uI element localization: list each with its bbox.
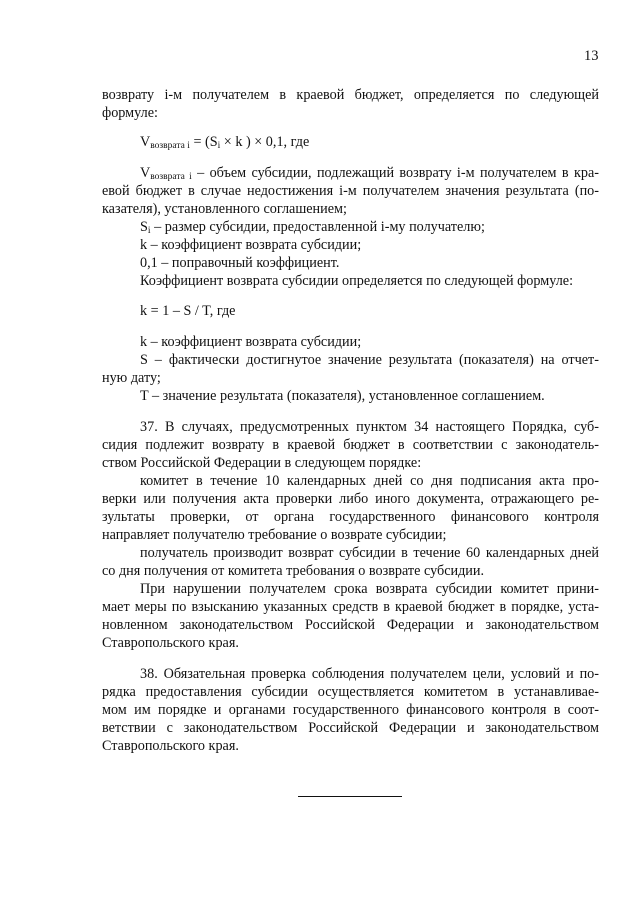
paragraph-37-line: 37. В случаях, предусмотренных пунктом 34 настоящего Порядка, суб- xyxy=(140,419,599,435)
paragraph-line: возврату i-м получателем в краевой бюджет, определяется по следующей xyxy=(102,87,599,103)
definition-s-line xyxy=(140,218,485,236)
paragraph-37-line: новленном законодательством Российской Федерации и законодательством xyxy=(102,617,599,633)
paragraph-37-line: мает меры по взысканию указанных средств в краевой бюджет в порядке, уста- xyxy=(102,599,599,615)
paragraph-38-line: ветствии с законодательством Российской Федерации и законодательством xyxy=(102,720,599,736)
paragraph-37-line: верки или получения акта проверки либо иного документа, отражающего ре- xyxy=(102,491,599,507)
definition-coefficient-line: 0,1 – поправочный коэффициент. xyxy=(140,255,340,271)
page-number: 13 xyxy=(584,48,599,64)
formula-k: k = 1 – S / T, где xyxy=(140,303,236,319)
paragraph-37-line: комитет в течение 10 календарных дней со дня подписания акта про- xyxy=(140,473,599,489)
paragraph-37-line: получатель производит возврат субсидии в течение 60 календарных дней xyxy=(140,545,599,561)
def-symbol-v: V xyxy=(140,165,151,181)
paragraph-37-line: При нарушении получателем срока возврата субсидии комитет прини- xyxy=(140,581,599,597)
paragraph-37-line: ством Российской Федерации в следующем порядке: xyxy=(102,455,422,471)
formula-symbol-v: V xyxy=(140,134,151,150)
paragraph-38-line: рядка предоставления субсидии осуществляется комитетом в устанавливае- xyxy=(102,684,599,700)
def-subscript-v: возврата i xyxy=(150,172,192,182)
formula-subscript-s: i xyxy=(217,141,221,151)
def-symbol-s: S xyxy=(140,219,148,235)
definition-t-line: T – значение результата (показателя), установленное соглашением. xyxy=(140,388,545,404)
paragraph-37-line: направляет получателю требование о возврате субсидии; xyxy=(102,527,447,543)
paragraph-37-line: со дня получения от комитета требования о возврате субсидии. xyxy=(102,563,485,579)
paragraph-line: казателя), установленного соглашением; xyxy=(102,201,347,217)
paragraph-line: ную дату; xyxy=(102,370,161,386)
formula2-intro-line: Коэффициент возврата субсидии определяется по следующей формуле: xyxy=(140,273,574,289)
formula-part: = (S xyxy=(189,134,218,150)
formula-subscript-v: возврата i xyxy=(150,141,190,151)
formula-part: × k ) × 0,1, где xyxy=(220,134,310,150)
paragraph-38-line: мом им порядке и органами государственного финансового контроля в соот- xyxy=(102,702,599,718)
def-text: – размер субсидии, предоставленной i-му получателю; xyxy=(150,219,485,235)
definition-k-line: k – коэффициент возврата субсидии; xyxy=(140,334,362,350)
paragraph-line: евой бюджет в случае недостижения i-м получателем значения результата (по- xyxy=(102,183,599,199)
paragraph-line: формуле: xyxy=(102,105,158,121)
paragraph-37-line: сидия подлежит возврату в краевой бюджет в соответствии с законодатель- xyxy=(102,437,599,453)
end-of-text-divider xyxy=(298,796,402,797)
paragraph-38-line: Ставропольского края. xyxy=(102,738,239,754)
def-subscript-s: i xyxy=(147,226,151,236)
def-text: – объем субсидии, подлежащий возврату i-м получателем в кра- xyxy=(191,165,599,181)
paragraph-37-line: зультаты проверки, от органа государственного финансового контроля xyxy=(102,509,599,525)
formula-v-return xyxy=(140,133,309,151)
paragraph-38-line: 38. Обязательная проверка соблюдения получателем цели, условий и по- xyxy=(140,666,599,682)
definition-k-line: k – коэффициент возврата субсидии; xyxy=(140,237,362,253)
definition-v-line xyxy=(140,164,599,182)
paragraph-37-line: Ставропольского края. xyxy=(102,635,239,651)
definition-s-line: S – фактически достигнутое значение результата (показателя) на отчет- xyxy=(140,352,599,368)
